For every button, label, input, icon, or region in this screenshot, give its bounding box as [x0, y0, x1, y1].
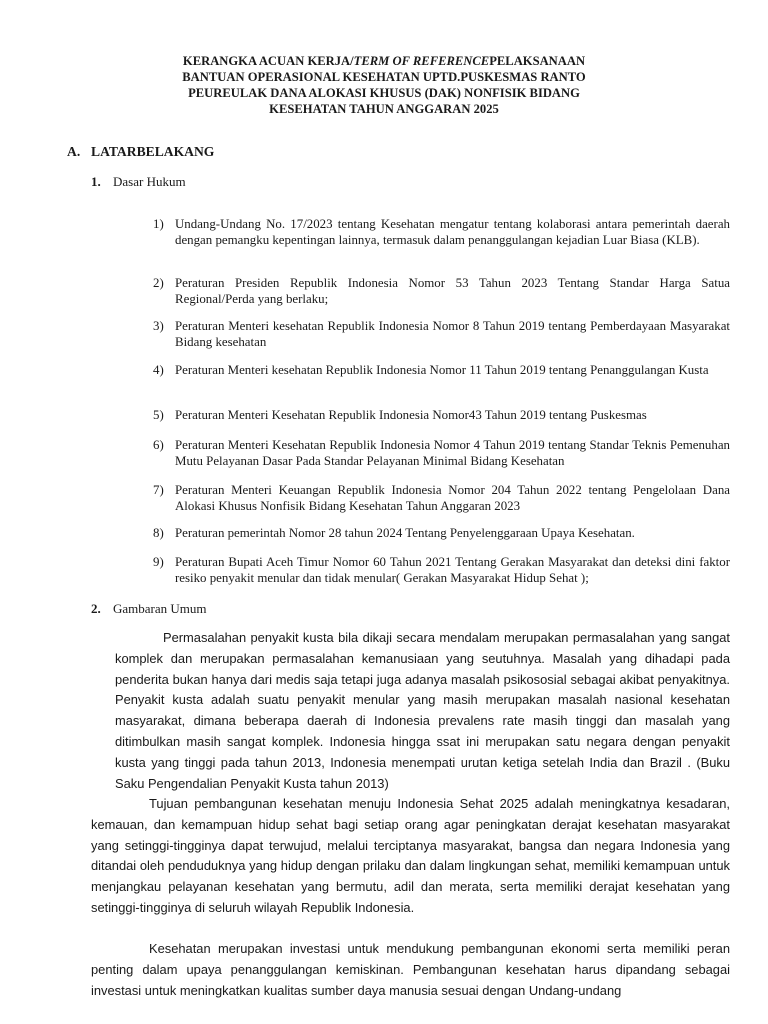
law-item: 6) Peraturan Menteri Kesehatan Republik Indonesia Nomor 4 Tahun 2019 tentang Standar Teknis Pemenuhan Mutu Pelayanan Dasar Pada Standar Pelayanan Minimal Bidang Kesehatan — [153, 438, 730, 468]
document-title — [140, 53, 628, 117]
title-line-1: KERANGKA ACUAN KERJA/TERM OF REFERENCEPELAKSANAAN — [182, 54, 586, 68]
title-term-of-reference: TERM OF REFERENCE — [353, 54, 490, 68]
law-item: 8) Peraturan pemerintah Nomor 28 tahun 2024 Tentang Penyelenggaraan Upaya Kesehatan. — [153, 526, 635, 540]
subsection-2-number: 2. — [91, 601, 101, 616]
title-line-3: PEUREULAK DANA ALOKASI KHUSUS (DAK) NONFISIK BIDANG — [188, 86, 580, 100]
title-line-2: BANTUAN OPERASIONAL KESEHATAN UPTD.PUSKESMAS RANTO — [182, 70, 586, 84]
law-item: 5) Peraturan Menteri Kesehatan Republik Indonesia Nomor43 Tahun 2019 tentang Puskesmas — [153, 408, 647, 422]
title-line-4: KESEHATAN TAHUN ANGGARAN 2025 — [269, 102, 499, 116]
subsection-2-title: Gambaran Umum — [113, 601, 207, 616]
subsection-1-number: 1. — [91, 174, 101, 189]
subsection-1-title: Dasar Hukum — [113, 174, 186, 189]
section-a-label: A. — [67, 144, 81, 159]
paragraph-1: Permasalahan penyakit kusta bila dikaji secara mendalam merupakan permasalahan yang sangat komplek dan merupakan permasalahan kemanusiaan yang seutuhnya. Masalah yang dihadapi pada penderita bukan hanya dari medis saja tetapi juga adanya masalah psikososial sebagai akibat penyakitnya. Penyakit kusta adalah suatu penyakit menular yang masih merupakan masalah nasional kesehatan masyarakat, dimana beberapa daerah di Indonesia prevalens rate masih tinggi dan masalah yang ditimbulkan masih sangat komplek. Indonesia hingga ssat ini merupakan satu negara dengan penyakit kusta yang tinggi pada tahun 2013, Indonesia menempati urutan ketiga setelah India dan Brazil . (Buku Saku Pengendalian Penyakit Kusta tahun 2013) — [115, 630, 730, 791]
law-item: 9) Peraturan Bupati Aceh Timur Nomor 60 Tahun 2021 Tentang Gerakan Masyarakat dan deteksi dini faktor resiko penyakit menular dan tidak menular( Gerakan Masyarakat Hidup Sehat ); — [153, 555, 730, 585]
paragraph-2: Tujuan pembangunan kesehatan menuju Indonesia Sehat 2025 adalah meningkatnya kesadaran, kemauan, dan kemampuan hidup sehat bagi setiap orang agar peningkatan derajat kesehatan masyarakat yang setinggi-tingginya dapat terwujud, melalui terciptanya masyarakat, bangsa dan negara Indonesia yang ditandai oleh penduduknya yang hidup dengan prilaku dan dalam lingkungan sehat, memiliki kemampuan untuk menjangkau pelayanan kesehatan yang bermutu, adil dan merata, serta memiliki derajat kesehatan yang setinggi-tingginya di seluruh wilayah Republik Indonesia. — [91, 796, 730, 915]
law-item: 4) Peraturan Menteri kesehatan Republik Indonesia Nomor 11 Tahun 2019 tentang Penanggulangan Kusta — [153, 363, 709, 377]
section-a-title: LATARBELAKANG — [91, 144, 215, 159]
law-item: 2) Peraturan Presiden Republik Indonesia Nomor 53 Tahun 2023 Tentang Standar Harga Satua Regional/Perda yang berlaku; — [153, 276, 730, 306]
paragraph-3: Kesehatan merupakan investasi untuk mendukung pembangunan ekonomi serta memiliki peran penting dalam upaya penanggulangan kemiskinan. Pembangunan kesehatan harus dipandang sebagai investasi untuk meningkatkan kualitas sumber daya manusia sesuai dengan Undang-undang — [91, 941, 730, 998]
law-item: 7) Peraturan Menteri Keuangan Republik Indonesia Nomor 204 Tahun 2022 tentang Pengelolaan Dana Alokasi Khusus Nonfisik Bidang Kesehatan Tahun Anggaran 2023 — [153, 483, 730, 513]
law-item: 3) Peraturan Menteri kesehatan Republik Indonesia Nomor 8 Tahun 2019 tentang Pemberdayaan Masyarakat Bidang kesehatan — [153, 319, 730, 349]
section-a-heading — [67, 144, 214, 160]
law-item: 1) Undang-Undang No. 17/2023 tentang Kesehatan mengatur tentang kolaborasi antara pemerintah daerah dengan pemangku kepentingan lainnya, termasuk dalam penanggulangan kejadian Luar Biasa (KLB). — [153, 217, 730, 247]
